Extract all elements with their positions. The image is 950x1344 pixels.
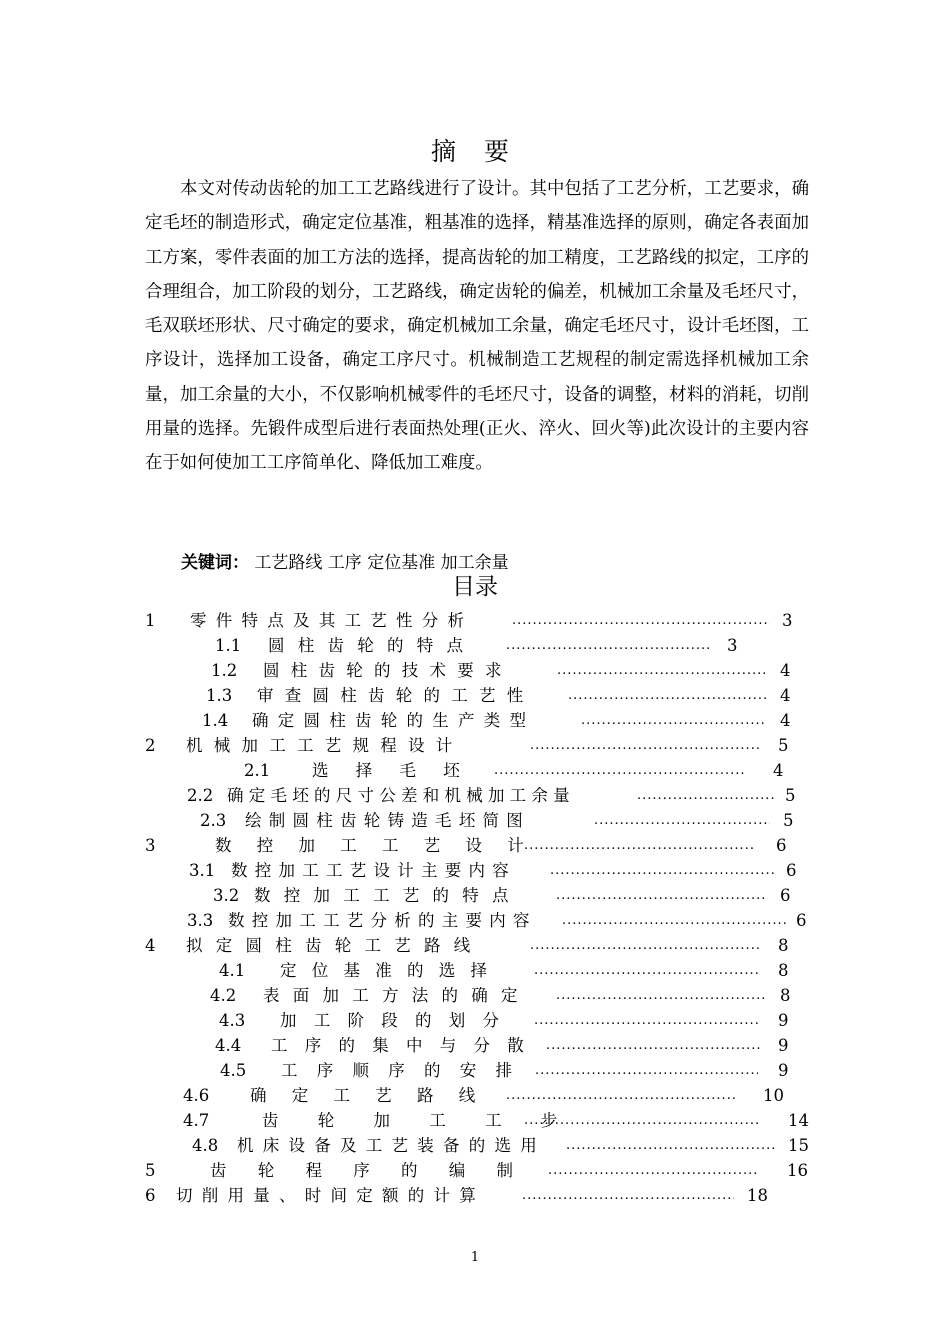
toc-leader-dots — [512, 610, 770, 632]
toc-leader-dots — [548, 1160, 758, 1182]
keywords-label: 关键词： — [181, 553, 249, 573]
toc-leader-dots — [506, 635, 712, 657]
toc-entry[interactable] — [0, 835, 950, 857]
page-number: 1 — [470, 1250, 480, 1265]
toc-entry[interactable] — [0, 1110, 950, 1132]
toc-leader-dots — [530, 735, 760, 757]
toc-leader-dots — [566, 1135, 776, 1157]
toc-entry[interactable] — [0, 660, 950, 682]
toc-entry-title: 定 位 基 准 的 选 择 — [280, 961, 492, 980]
toc-leader-dots — [556, 885, 766, 907]
toc-entry-title: 数 控 加 工 工 艺 分 析 的 主 要 内 容 — [228, 911, 531, 930]
toc-entry-page: 5 — [783, 811, 794, 830]
abstract-paragraph: 本文对传动齿轮的加工工艺路线进行了设计。其中包括了工艺分析，工艺要求，确定毛坯的制造形式，确定定位基准，粗基准的选择，精基准选择的原则，确定各表面加工方案，零件表面的加工方法的选择，提高齿轮的加工精度，工艺路线的拟定，工序的合理组合，加工阶段的划分，工艺路线，确定齿轮的偏差，机械加工余量及毛坯尺寸，毛双联坯形状、尺寸确定的要求，确定机械加工余量，确定毛坯尺寸，设计毛坯图，工序设计，选择加工设备，确定工序尺寸。机械制造工艺规程的制定需选择机械加工余量，加工余量的大小，不仅影响机械零件的毛坯尺寸，设备的调整，材料的消耗，切削用量的选择。先锻件成型后进行表面热处理(正火、淬火、回火等)此次设计的主要内容在于如何使加工工序简单化、降低加工难度。 — [145, 179, 809, 474]
toc-leader-dots — [594, 810, 770, 832]
toc-entry-number: 6 — [145, 1186, 156, 1205]
toc-leader-dots — [522, 1185, 734, 1207]
toc-leader-dots — [568, 685, 766, 707]
keywords-text: 工艺路线 工序 定位基准 加工余量 — [254, 553, 509, 573]
toc-entry[interactable] — [0, 1060, 950, 1082]
toc-entry[interactable] — [0, 1085, 950, 1107]
toc-entry-page: 4 — [780, 661, 791, 680]
toc-entry[interactable] — [0, 935, 950, 957]
abstract-title: 摘 要 — [431, 137, 519, 166]
toc-entry-number: 2 — [145, 736, 156, 755]
toc-entry[interactable] — [0, 1035, 950, 1057]
toc-entry-page: 6 — [786, 861, 797, 880]
toc-entry[interactable] — [0, 810, 950, 832]
toc-entry-number: 4.2 — [210, 986, 237, 1005]
toc-entry-page: 8 — [778, 936, 789, 955]
toc-leader-dots — [546, 1035, 760, 1057]
toc-entry-page: 6 — [776, 836, 787, 855]
toc-entry-number: 1.1 — [215, 636, 242, 655]
toc-entry-number: 1.3 — [206, 686, 233, 705]
toc-entry-page: 8 — [778, 961, 789, 980]
toc-entry-title: 确 定 圆 柱 齿 轮 的 生 产 类 型 — [252, 711, 528, 730]
toc-entry-page: 3 — [782, 611, 793, 630]
toc-entry-number: 3.1 — [189, 861, 216, 880]
toc-entry[interactable] — [0, 760, 950, 782]
toc-entry-number: 1.4 — [202, 711, 229, 730]
toc-entry[interactable] — [0, 635, 950, 657]
toc-entry-number: 4.5 — [220, 1061, 247, 1080]
toc-entry-title: 机 床 设 备 及 工 艺 装 备 的 选 用 — [237, 1136, 539, 1155]
toc-leader-dots — [506, 1085, 738, 1107]
toc-entry-title: 零 件 特 点 及 其 工 艺 性 分 析 — [190, 611, 466, 630]
toc-entry-page: 4 — [780, 686, 791, 705]
toc-entry-title: 齿 轮 程 序 的 编 制 — [210, 1161, 526, 1180]
toc-entry-title: 数 控 加 工 工 艺 设 计 — [215, 836, 534, 855]
toc-entry[interactable] — [0, 785, 950, 807]
toc-leader-dots — [524, 835, 754, 857]
toc-entry-title: 拟 定 圆 柱 齿 轮 工 艺 路 线 — [186, 936, 475, 955]
toc-entry-number: 1 — [145, 611, 156, 630]
toc-entry-title: 工 序 顺 序 的 安 排 — [281, 1061, 519, 1080]
toc-entry-number: 2.3 — [200, 811, 227, 830]
toc-entry[interactable] — [0, 1135, 950, 1157]
toc-entry[interactable] — [0, 960, 950, 982]
toc-entry-title: 圆 柱 齿 轮 的 特 点 — [268, 636, 467, 655]
toc-leader-dots — [534, 1010, 758, 1032]
toc-entry-number: 4.8 — [192, 1136, 219, 1155]
toc-entry-title: 审 查 圆 柱 齿 轮 的 工 艺 性 — [257, 686, 527, 705]
toc-entry-number: 4.6 — [183, 1086, 210, 1105]
toc-entry-title: 工 序 的 集 中 与 分 散 — [271, 1036, 530, 1055]
toc-leader-dots — [524, 1110, 758, 1132]
toc-entry-number: 4.7 — [183, 1111, 210, 1130]
toc-entry-page: 4 — [773, 761, 784, 780]
toc-entry[interactable] — [0, 1160, 950, 1182]
toc-entry-number: 4.1 — [219, 961, 246, 980]
toc-entry-title: 加 工 阶 段 的 划 分 — [280, 1011, 505, 1030]
toc-entry-number: 4.4 — [215, 1036, 242, 1055]
toc-entry-title: 确 定 毛 坯 的 尺 寸 公 差 和 机 械 加 工 余 量 — [227, 786, 570, 805]
toc-entry-page: 6 — [796, 911, 807, 930]
toc-leader-dots — [557, 660, 765, 682]
toc-entry-page: 5 — [785, 786, 796, 805]
toc-leader-dots — [637, 785, 775, 807]
toc-entry[interactable] — [0, 685, 950, 707]
toc-entry-number: 3 — [145, 836, 156, 855]
toc-leader-dots — [562, 910, 786, 932]
toc-entry-title: 数 控 加 工 工 艺 的 特 点 — [254, 886, 513, 905]
toc-entry-number: 2.2 — [187, 786, 214, 805]
toc-entry-number: 2.1 — [244, 761, 271, 780]
toc-entry-title: 数 控 加 工 工 艺 设 计 主 要 内 容 — [231, 861, 510, 880]
toc-entry[interactable] — [0, 910, 950, 932]
toc-leader-dots — [535, 1060, 758, 1082]
toc-entry-number: 4 — [145, 936, 156, 955]
toc-entry[interactable] — [0, 885, 950, 907]
toc-entry[interactable] — [0, 860, 950, 882]
toc-leader-dots — [530, 935, 760, 957]
toc-entry-number: 1.2 — [211, 661, 238, 680]
toc-entry-page: 8 — [780, 986, 791, 1005]
toc-title: 目录 — [452, 574, 498, 600]
toc-entry-number: 3.3 — [187, 911, 214, 930]
toc-entry-title: 确 定 工 艺 路 线 — [250, 1086, 486, 1105]
toc-leader-dots — [556, 985, 766, 1007]
toc-entry-page: 10 — [763, 1086, 784, 1105]
toc-entry-page: 9 — [778, 1036, 789, 1055]
toc-entry-title: 表 面 加 工 方 法 的 确 定 — [263, 986, 522, 1005]
toc-entry-page: 14 — [788, 1111, 809, 1130]
toc-entry-page: 9 — [778, 1061, 789, 1080]
toc-entry-number: 5 — [145, 1161, 156, 1180]
toc-entry[interactable] — [0, 985, 950, 1007]
toc-entry[interactable] — [0, 735, 950, 757]
toc-leader-dots — [494, 760, 746, 782]
abstract-body — [145, 172, 809, 481]
toc-entry-page: 18 — [747, 1186, 768, 1205]
toc-entry-page: 3 — [727, 636, 738, 655]
toc-entry-title: 切 削 用 量 、 时 间 定 额 的 计 算 — [176, 1186, 478, 1205]
toc-entry-title: 绘 制 圆 柱 齿 轮 铸 造 毛 坯 简 图 — [245, 811, 524, 830]
toc-entry-number: 4.3 — [219, 1011, 246, 1030]
toc-entry-title: 齿 轮 加 工 工 步 — [262, 1111, 575, 1130]
toc-entry[interactable] — [0, 1010, 950, 1032]
toc-entry-number: 3.2 — [213, 886, 240, 905]
toc-entry-page: 9 — [778, 1011, 789, 1030]
toc-entry-title: 圆 柱 齿 轮 的 技 术 要 求 — [263, 661, 505, 680]
toc-entry[interactable] — [0, 610, 950, 632]
toc-leader-dots — [534, 960, 758, 982]
toc-entry-page: 5 — [778, 736, 789, 755]
toc-leader-dots — [550, 860, 774, 882]
toc-entry-page: 4 — [780, 711, 791, 730]
toc-entry-title: 机 械 加 工 工 艺 规 程 设 计 — [186, 736, 456, 755]
toc-entry-title: 选 择 毛 坯 — [312, 761, 471, 780]
toc-entry-page: 16 — [787, 1161, 808, 1180]
toc-entry[interactable] — [0, 710, 950, 732]
toc-entry[interactable] — [0, 1185, 950, 1207]
toc-entry-page: 6 — [780, 886, 791, 905]
toc-leader-dots — [581, 710, 767, 732]
toc-entry-page: 15 — [788, 1136, 809, 1155]
